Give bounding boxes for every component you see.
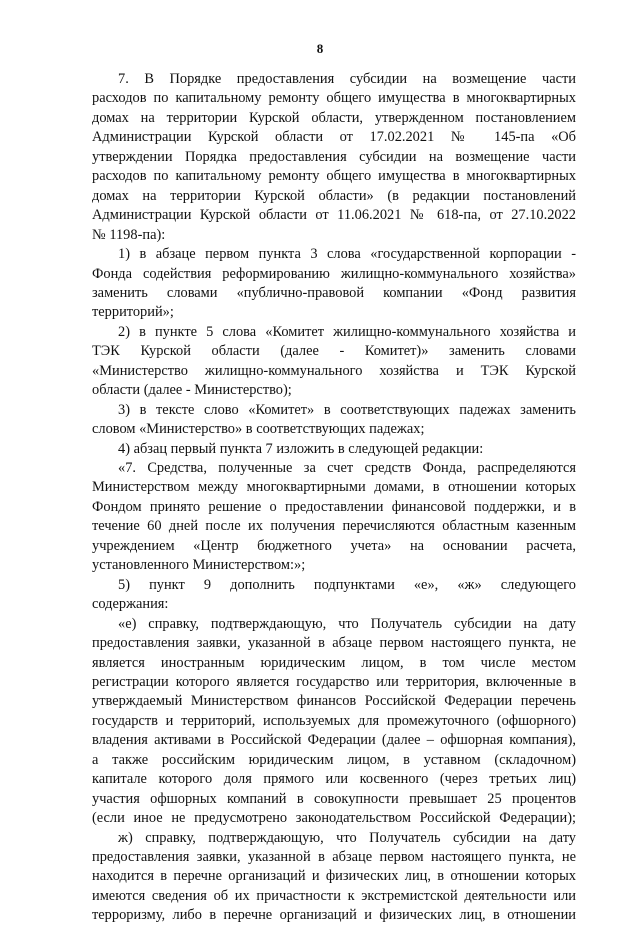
text-line: государств и территорий, используемых для промежуточного (офшорного) [92,712,576,729]
text-line: течение 60 дней после их получения перечисляются областным казенным [92,518,576,535]
text-line: (если иное не предусмотрено законодательством Российской Федерации); [92,810,576,827]
text-line: Администрации Курской области от 17.02.2021 № 145-па «Об [92,129,576,146]
text-line: домах на территории Курской области» (в редакции постановлений [92,187,576,204]
text-line: расходов по капитальному ремонту общего имущества в многоквартирных [92,90,576,107]
text-line: 4) абзац первый пункта 7 изложить в следующей редакции: [118,440,484,457]
text-line: области (далее - Министерство); [92,382,292,399]
text-line: утверждении Порядка предоставления субсидии на возмещение части [92,148,576,165]
text-line: ж) справку, подтверждающую, что Получатель субсидии на дату [118,829,576,846]
text-line: а также российским юридическим лицом, в уставном (складочном) [92,751,576,768]
text-line: содержания: [92,596,169,613]
text-line: 3) в тексте слово «Комитет» в соответствующих падежах заменить [118,401,576,418]
text-line: 7. В Порядке предоставления субсидии на возмещение части [118,71,576,87]
text-line: «7. Средства, полученные за счет средств Фонда, распределяются [118,460,576,476]
text-line: словом «Министерство» в соответствующих падежах; [92,421,425,438]
text-line: владения активами в Российской Федерации (далее – офшорная компания), [92,732,576,749]
text-line: 1) в абзаце первом пункта 3 слова «государственной корпорации - [118,246,576,263]
text-line: «е) справку, подтверждающую, что Получатель субсидии на дату [118,615,576,632]
page-number: 8 [316,41,324,56]
text-line: «Министерство жилищно-коммунального хозяйства и ТЭК Курской [92,362,576,379]
text-line: находится в перечне организаций и физических лиц, в отношении которых [92,868,576,885]
text-line: Администрации Курской области от 11.06.2021 № 618-па, от 27.10.2022 [92,207,576,224]
text-line: Фондом принято решение о предоставлении финансовой поддержки, и в [92,498,576,515]
text-line: учреждением «Центр бюджетного учета» на основании расчета, [92,537,576,554]
text-line: заменить словами «публично-правовой компании «Фонд развития [92,284,576,301]
text-line: регистрации которого является государство или территория, включенные в [92,673,576,690]
text-line: утверждаемый Министерством финансов Российской Федерации перечень [92,693,576,710]
text-line: Фонда содействия реформированию жилищно-коммунального хозяйства» [92,265,576,282]
text-line: имеются сведения об их причастности к экстремистской деятельности или [92,887,576,904]
text-line: Министерством между многоквартирными домами, в отношении которых [92,479,576,496]
text-line: капитале которого доля прямого или косвенного (через третьих лиц) [92,771,576,788]
text-line: предоставления заявки, указанной в абзаце первом настоящего пункта, не [92,635,576,652]
text-line: № 1198-па): [92,226,166,243]
text-line: является иностранным юридическим лицом, в том числе местом [92,654,576,671]
text-line: 5) пункт 9 дополнить подпунктами «е», «ж» следующего [118,576,576,593]
text-line: установленного Министерством:»; [92,557,306,574]
text-line: территорий»; [92,304,174,321]
text-line: терроризму, либо в перечне организаций и физических лиц, в отношении [92,907,576,924]
text-line: 2) в пункте 5 слова «Комитет жилищно-коммунального хозяйства и [118,323,576,340]
text-line: расходов по капитальному ремонту общего имущества в многоквартирных [92,168,576,185]
text-line: ТЭК Курской области (далее - Комитет)» заменить словами [92,343,576,360]
text-line: домах на территории Курской области, утвержденном постановлением [92,109,576,126]
text-line: предоставления заявки, указанной в абзаце первом настоящего пункта, не [92,849,576,865]
text-line: участия офшорных компаний в совокупности превышает 25 процентов [92,790,576,807]
